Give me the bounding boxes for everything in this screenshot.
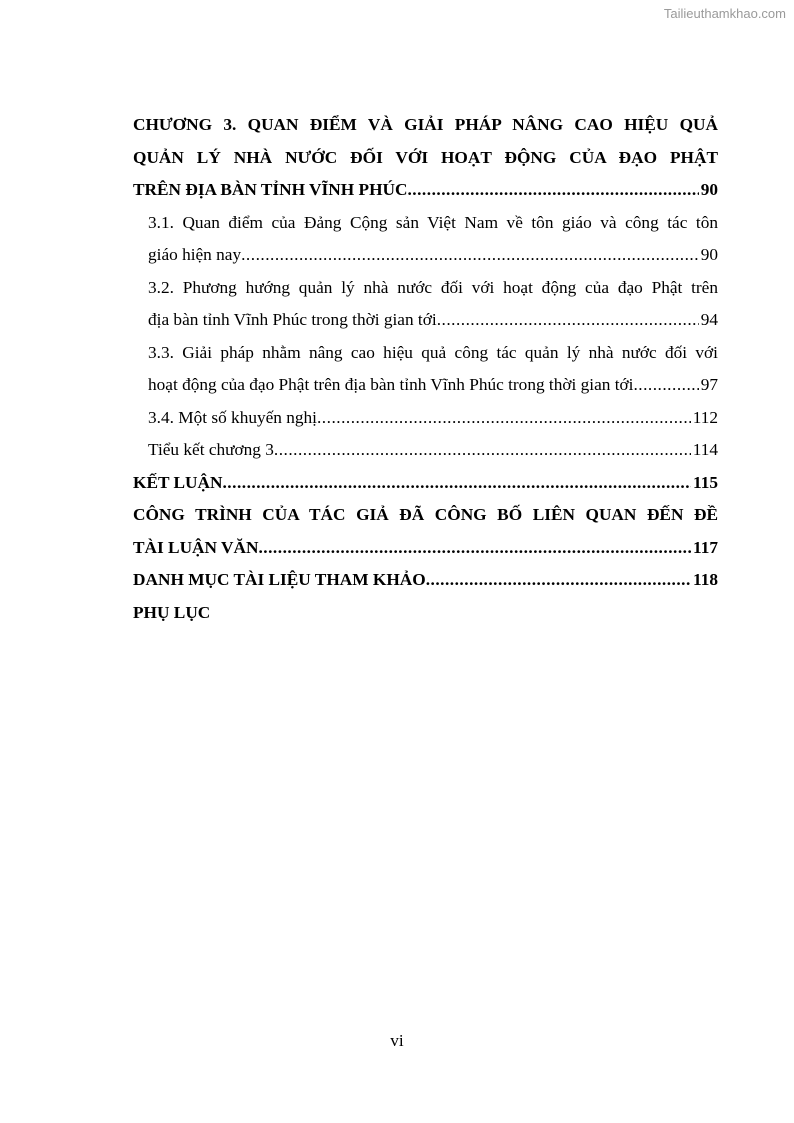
toc-entry-publications[interactable] — [133, 499, 718, 564]
toc-page-number: 90 — [700, 245, 718, 264]
toc-entry-conclusion[interactable] — [133, 467, 718, 500]
toc-entry-text: PHỤ LỤC — [133, 602, 211, 622]
dot-leader — [241, 239, 699, 272]
dot-leader — [437, 304, 699, 337]
toc-entry-3-4[interactable] — [133, 402, 718, 435]
toc-page-number: 118 — [693, 570, 718, 589]
dot-leader — [274, 434, 691, 467]
dot-leader — [407, 174, 698, 207]
toc-entry-text: QUẢN LÝ NHÀ NƯỚC ĐỐI VỚI HOẠT ĐỘNG CỦA ĐẠO PHẬT — [133, 147, 718, 167]
dot-leader — [222, 467, 691, 500]
toc-entry-text: TRÊN ĐỊA BÀN TỈNH VĨNH PHÚC — [133, 180, 408, 199]
toc-entry-text: 3.3. Giải pháp nhằm nâng cao hiệu quả công tác quản lý nhà nước đối với — [148, 342, 718, 362]
toc-page-number: 117 — [693, 537, 718, 557]
dot-leader — [633, 369, 698, 402]
toc-entry-text: giáo hiện nay — [148, 245, 242, 264]
dot-leader — [317, 402, 691, 435]
toc-entry-3-2[interactable] — [133, 272, 718, 337]
toc-page-number: 115 — [693, 472, 718, 492]
page-number: vi — [390, 1031, 404, 1050]
toc-entry-text: KẾT LUẬN — [133, 472, 223, 492]
toc-entry-references[interactable] — [133, 564, 718, 597]
toc-page-number: 97 — [700, 375, 718, 394]
toc-entry-text: địa bàn tỉnh Vĩnh Phúc trong thời gian tới — [148, 310, 437, 329]
toc-page-number: 90 — [700, 180, 718, 199]
toc-entry-text: CÔNG TRÌNH CỦA TÁC GIẢ ĐÃ CÔNG BỐ LIÊN QUAN ĐẾN ĐỀ — [133, 505, 718, 524]
table-of-contents — [133, 109, 718, 629]
toc-entry-summary-chapter-3[interactable] — [133, 434, 718, 467]
toc-entry-chapter-3[interactable] — [133, 109, 718, 207]
toc-entry-3-1[interactable] — [133, 207, 718, 272]
toc-entry-text: CHƯƠNG 3. QUAN ĐIỂM VÀ GIẢI PHÁP NÂNG CAO HIỆU QUẢ — [133, 115, 718, 134]
toc-entry-text: 3.4. Một số khuyến nghị — [148, 407, 317, 427]
toc-entry-text: hoạt động của đạo Phật trên địa bàn tỉnh Vĩnh Phúc trong thời gian tới — [148, 375, 634, 394]
toc-entry-text: TÀI LUẬN VĂN — [133, 537, 259, 557]
toc-page-number: 94 — [700, 310, 718, 329]
watermark-text: Tailieuthamkhao.com — [663, 6, 786, 21]
toc-entry-text: 3.2. Phương hướng quản lý nhà nước đối với hoạt động của đạo Phật trên — [148, 277, 718, 297]
toc-page-number: 112 — [692, 407, 718, 427]
toc-entry-appendix[interactable] — [133, 597, 718, 630]
dot-leader — [258, 532, 691, 565]
toc-page-number: 114 — [692, 440, 718, 459]
toc-entry-text: 3.1. Quan điểm của Đảng Cộng sản Việt Nam về tôn giáo và công tác tôn — [148, 212, 718, 232]
dot-leader — [426, 564, 691, 597]
toc-entry-3-3[interactable] — [133, 337, 718, 402]
toc-entry-text: Tiểu kết chương 3 — [148, 440, 274, 459]
toc-entry-text: DANH MỤC TÀI LIỆU THAM KHẢO — [133, 570, 426, 589]
